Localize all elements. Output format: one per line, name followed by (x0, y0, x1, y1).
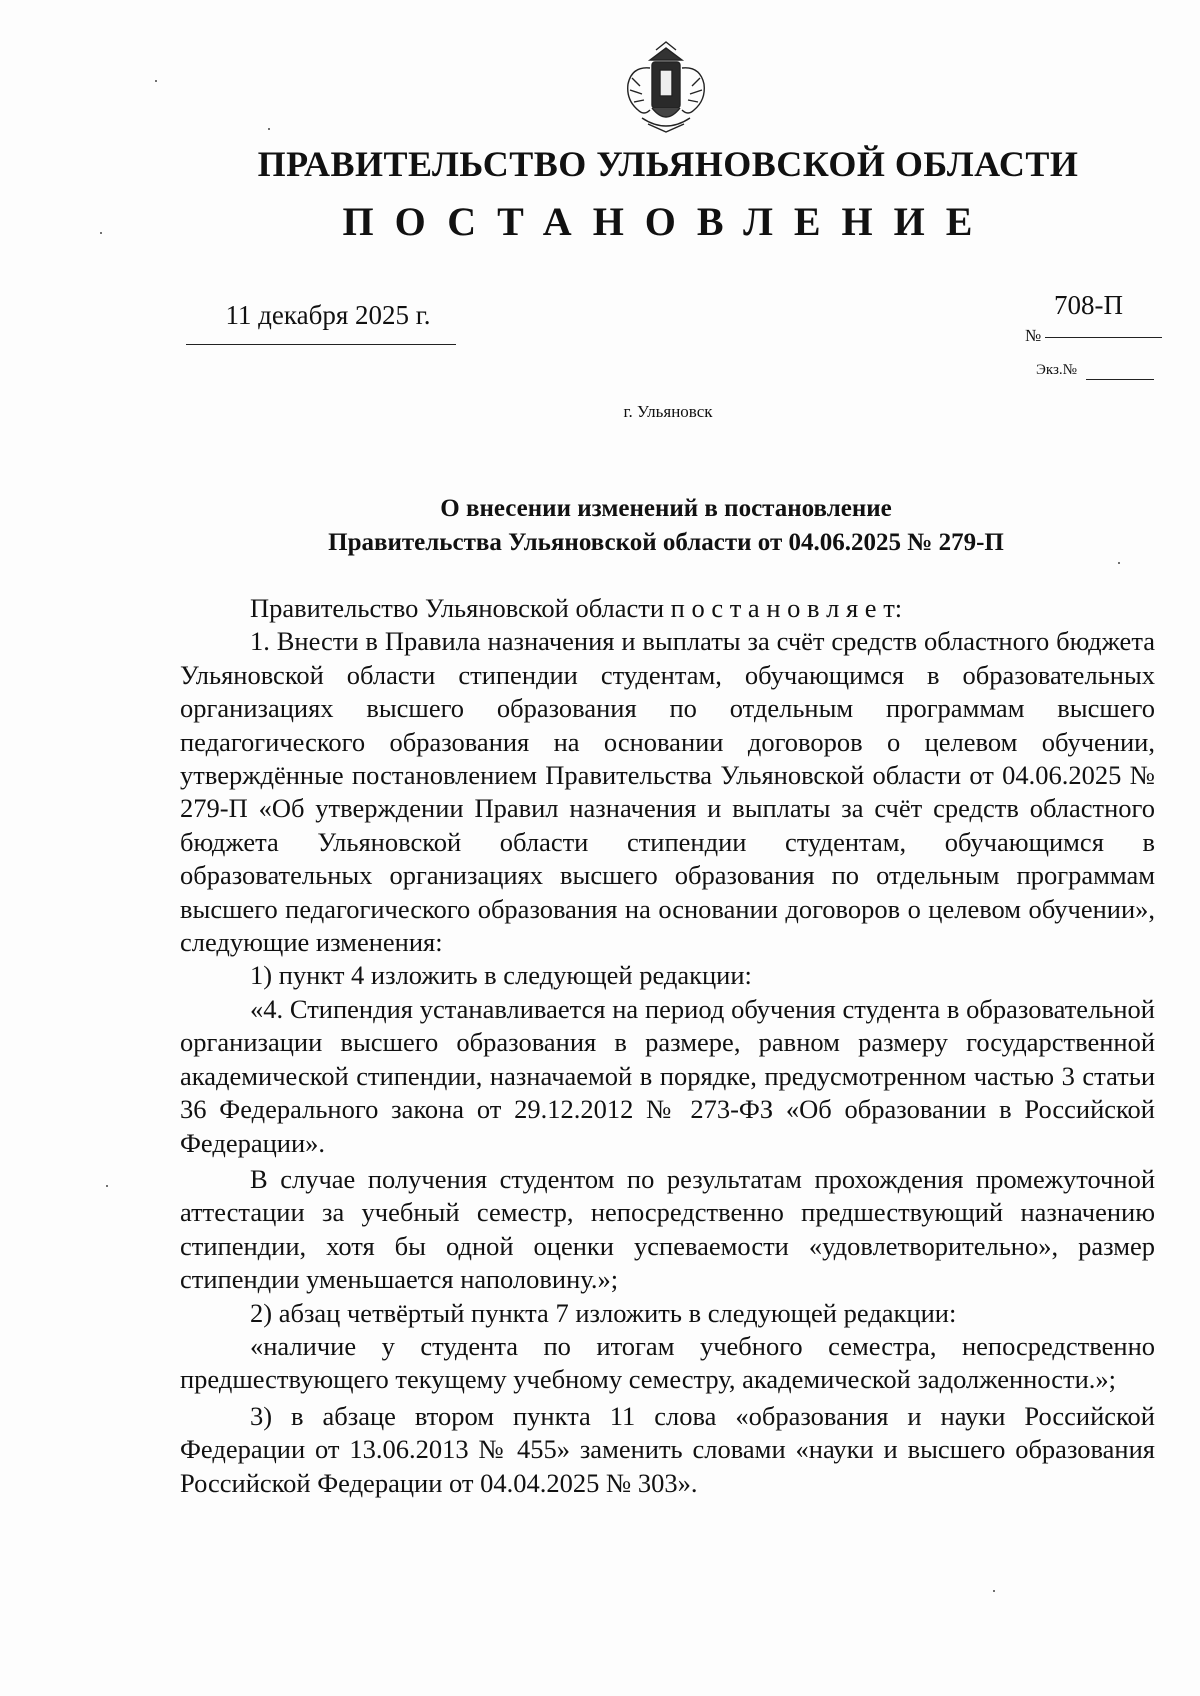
body-paragraph: 3) в абзаце втором пункта 11 слова «образования и науки Российской Федерации от 13.06.2013 № 455» заменить словами «науки и высшего образования Российской Федерации от 04.04.2025 № 303». (180, 1400, 1155, 1498)
body-paragraph: «4. Стипендия устанавливается на период обучения студента в образовательной организации высшего образования в размере, равном размеру государственной академической стипендии, назначаемой в порядке, предусмотренном частью 3 статьи 36 Федерального закона от 29.12.2012 № 273-ФЗ «Об образовании в Российской Федерации». (180, 993, 1155, 1158)
scan-speck (100, 232, 102, 234)
government-title: ПРАВИТЕЛЬСТВО УЛЬЯНОВСКОЙ ОБЛАСТИ (257, 144, 1079, 184)
document-number: 708-П (1054, 290, 1123, 320)
scan-speck (268, 128, 270, 130)
document-body (180, 592, 1155, 1500)
scan-speck (106, 1185, 108, 1187)
body-paragraph: В случае получения студентом по результатам прохождения промежуточной аттестации за учебный семестр, непосредственно предшествующий назначению стипендии, хотя бы одной оценки успеваемости «удовлетворительно», размер стипендии уменьшается наполовину.»; (180, 1163, 1155, 1295)
copy-number-field (1036, 362, 1166, 386)
document-subject (66, 492, 1200, 560)
number-field (1025, 290, 1165, 350)
date-underline (186, 344, 456, 345)
number-sign: № (1025, 326, 1042, 345)
body-paragraph: «наличие у студента по итогам учебного семестра, непосредственно предшествующего текущему учебному семестру, академической задолженности.»; (180, 1330, 1155, 1395)
body-paragraph: 1. Внести в Правила назначения и выплаты за счёт средств областного бюджета Ульяновской области стипендии студентам, обучающимся в образовательных организациях высшего образования по отдельным программам высшего педагогического образования на основании договоров о целевом обучении, утверждённые постановлением Правительства Ульяновской области от 04.06.2025 № 279-П «Об утверждении Правил назначения и выплаты за счёт средств областного бюджета Ульяновской области стипендии студентам, обучающимся в образовательных организациях высшего образования по отдельным программам высшего педагогического образования на основании договоров о целевом обучении», следующие изменения: (180, 626, 1155, 958)
subject-line-2: Правительства Ульяновской области от 04.06.2025 № 279-П (328, 529, 1004, 556)
scan-speck (155, 80, 157, 82)
copy-number-label: Экз.№ (1036, 362, 1077, 378)
number-underline (1045, 337, 1162, 338)
city: г. Ульяновск (623, 402, 713, 421)
body-paragraph: Правительство Ульяновской области п о с т а н о в л я е т: (250, 593, 903, 623)
date-field (186, 300, 456, 331)
body-paragraph: 1) пункт 4 изложить в следующей редакции: (250, 960, 752, 991)
scan-speck (993, 1590, 995, 1592)
body-paragraph: 2) абзац четвёртый пункта 7 изложить в следующей редакции: (250, 1297, 957, 1328)
document-date: 11 декабря 2025 г. (225, 300, 431, 330)
document-type: ПОСТАНОВЛЕНИЕ (342, 199, 994, 244)
scan-speck (1118, 562, 1120, 564)
subject-line-1: О внесении изменений в постановление (440, 495, 892, 522)
copy-number-underline (1086, 379, 1154, 380)
ulyanovsk-coat-of-arms-icon (620, 38, 712, 138)
